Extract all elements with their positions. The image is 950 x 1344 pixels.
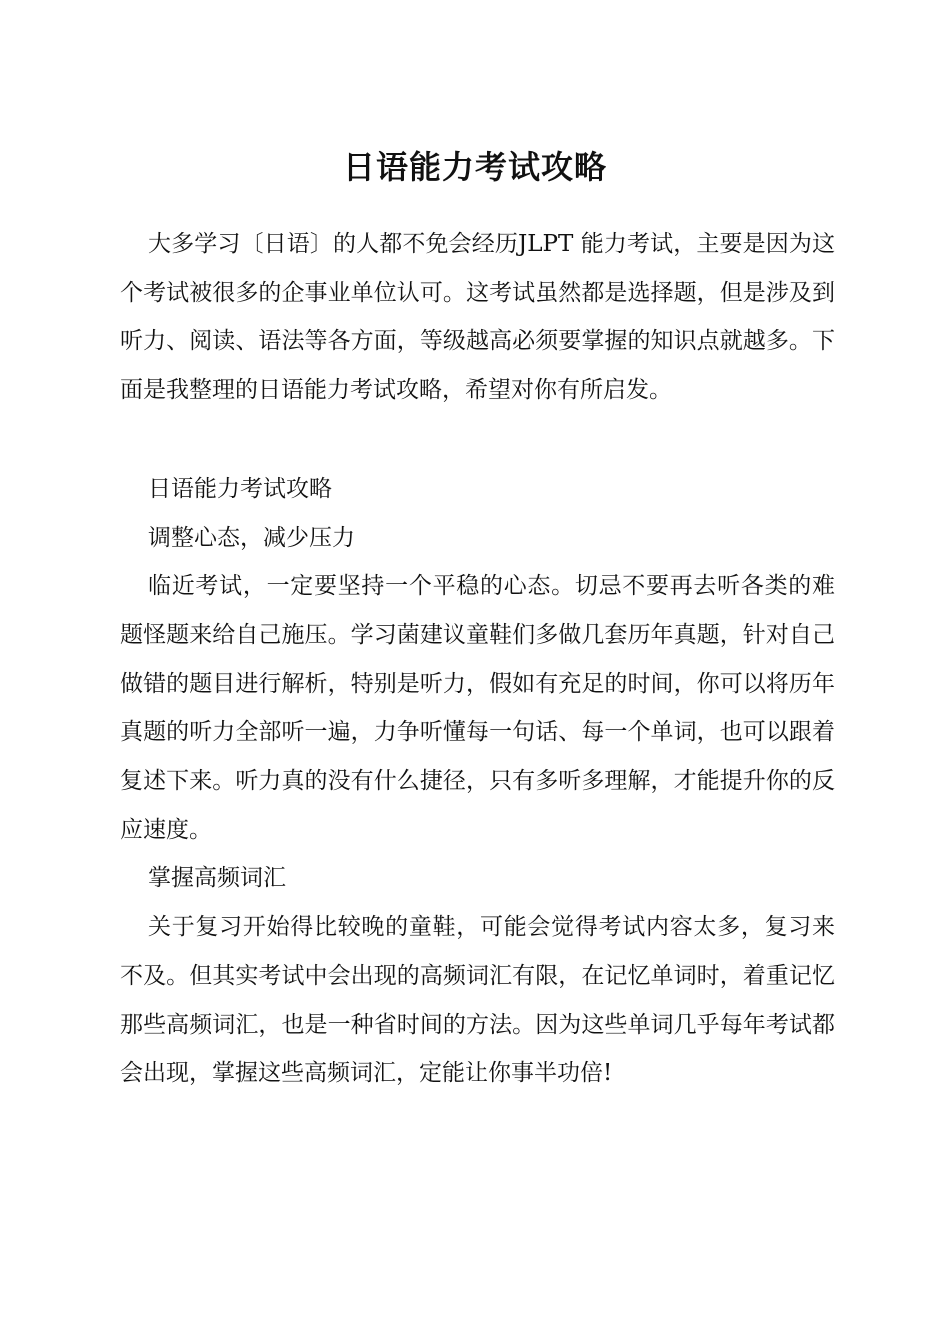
spacer	[120, 415, 835, 465]
section-title: 日语能力考试攻略	[148, 475, 332, 502]
section-paragraph-vocabulary: 关于复习开始得比较晚的童鞋，可能会觉得考试内容太多，复习来不及。但其实考试中会出现的高频词汇有限，在记忆单词时，着重记忆那些高频词汇，也是一种省时间的方法。因为这些单词几乎每年考试都会出现，掌握这些高频词汇，定能让你事半功倍!	[120, 914, 835, 1087]
intro-paragraph: 大多学习〔日语〕的人都不免会经历JLPT 能力考试，主要是因为这个考试被很多的企事业单位认可。这考试虽然都是选择题，但是涉及到听力、阅读、语法等各方面，等级越高必须要掌握的知识点就越多。下面是我整理的日语能力考试攻略，希望对你有所启发。	[120, 231, 835, 404]
document-title: 日语能力考试攻略	[342, 148, 607, 186]
section-paragraph-mindset: 临近考试，一定要坚持一个平稳的心态。切忌不要再去听各类的难题怪题来给自己施压。学习菌建议童鞋们多做几套历年真题，针对自己做错的题目进行解析，特别是听力，假如有充足的时间，你可以将历年真题的听力全部听一遍，力争听懂每一句话、每一个单词，也可以跟着复述下来。听力真的没有什么捷径，只有多听多理解，才能提升你的反应速度。	[120, 573, 835, 843]
document-body	[120, 220, 835, 1098]
section-heading-mindset: 调整心态，减少压力	[148, 524, 355, 551]
section-heading-vocabulary: 掌握高频词汇	[148, 865, 286, 892]
